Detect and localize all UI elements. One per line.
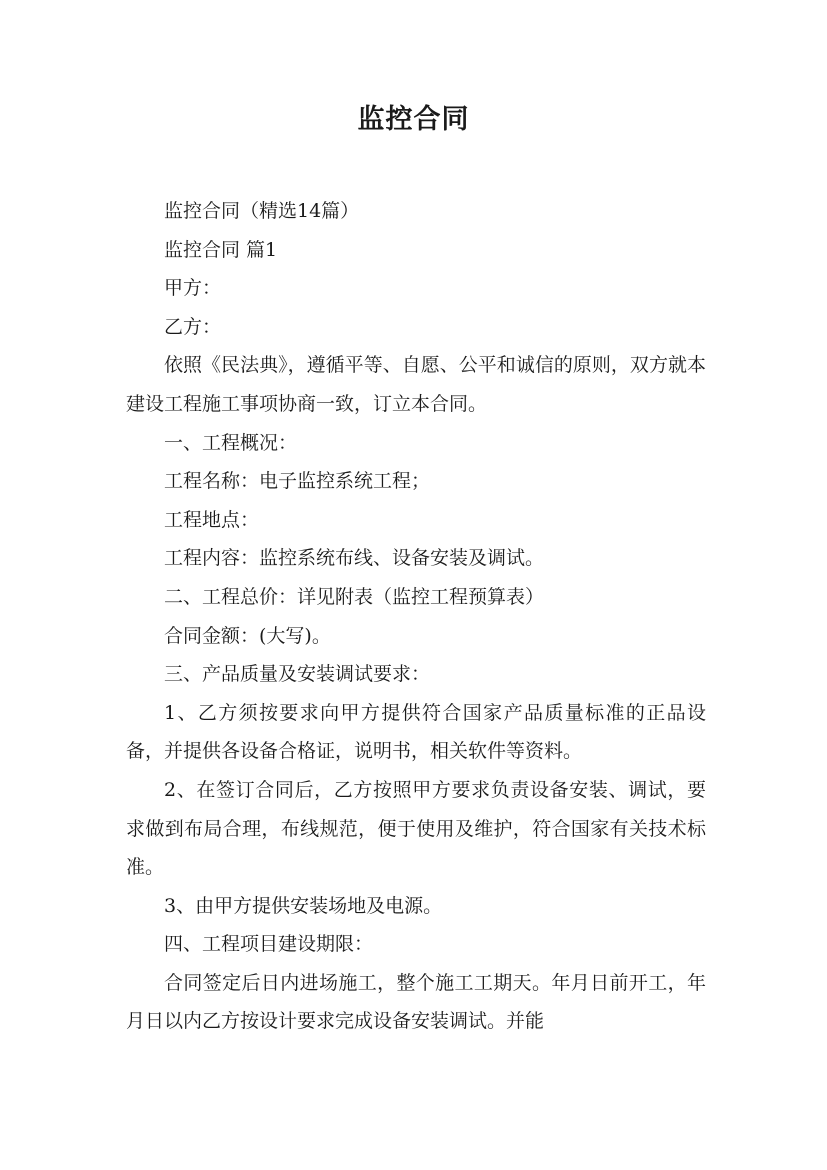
paragraph-schedule: 合同签定后日内进场施工，整个施工工期天。年月日前开工，年月日以内乙方按设计要求完成设备安装调试。并能 <box>126 971 706 1033</box>
document-title: 监控合同 <box>357 104 470 135</box>
paragraph-clause-3: 3、由甲方提供安装场地及电源。 <box>164 894 443 917</box>
document-body <box>126 192 706 1041</box>
paragraph-party-a: 甲方： <box>164 277 222 300</box>
paragraph-subtitle: 监控合同（精选14篇） <box>164 200 360 222</box>
paragraph-clause-2: 2、在签订合同后，乙方按照甲方要求负责设备安装、调试，要求做到布局合理，布线规范，便于使用及维护，符合国家有关技术标准。 <box>126 778 706 879</box>
paragraph-project-location: 工程地点： <box>164 508 260 531</box>
paragraph-project-name: 工程名称：电子监控系统工程； <box>164 470 431 493</box>
paragraph-section-2-heading: 二、工程总价：详见附表（监控工程预算表） <box>164 585 545 608</box>
paragraph-contract-amount: 合同金额：(大写)。 <box>164 624 331 647</box>
paragraph-project-content: 工程内容：监控系统布线、设备安装及调试。 <box>164 547 545 570</box>
paragraph-party-b: 乙方： <box>164 315 222 338</box>
paragraph-section-1-heading: 一、工程概况： <box>164 431 298 454</box>
paragraph-section-3-heading: 三、产品质量及安装调试要求： <box>164 663 431 686</box>
paragraph-section-4-heading: 四、工程项目建设期限： <box>164 933 374 956</box>
paragraph-clause-1: 1、乙方须按要求向甲方提供符合国家产品质量标准的正品设备，并提供各设备合格证，说明书，相关软件等资料。 <box>126 701 706 763</box>
paragraph-chapter-heading: 监控合同 篇1 <box>164 238 278 261</box>
paragraph-preamble: 依照《民法典》，遵循平等、自愿、公平和诚信的原则，双方就本建设工程施工事项协商一致，订立本合同。 <box>126 354 706 415</box>
